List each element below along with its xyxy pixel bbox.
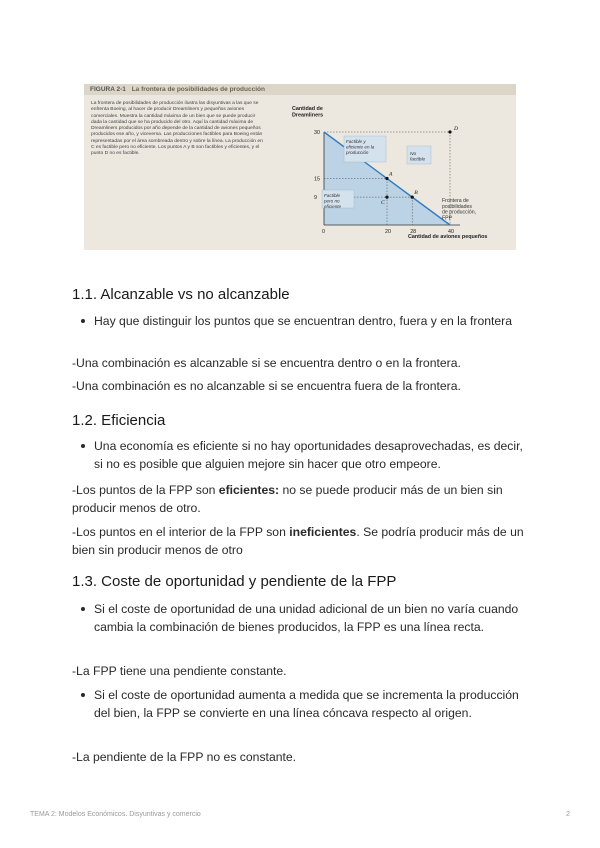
point-label-c: C — [381, 200, 385, 207]
bullet-item: Si el coste de oportunidad aumenta a medida que se incrementa la producción del bien, la FPP se convierte en una línea cóncava respecto al origen. — [94, 686, 534, 722]
paragraph: -La pendiente de la FPP no es constante. — [72, 750, 297, 764]
paragraph: -La FPP tiene una pendiente constante. — [72, 664, 287, 678]
x-axis-label: Cantidad de aviones pequeños — [408, 234, 488, 240]
y-tick-label: 15 — [314, 176, 320, 183]
section-heading-1-3: 1.3. Coste de oportunidad y pendiente de la FPP — [72, 573, 397, 590]
figure-number: FIGURA 2-1 — [90, 86, 126, 93]
bullet-item: Hay que distinguir los puntos que se encuentran dentro, fuera y en la frontera — [94, 312, 534, 330]
paragraph: -Una combinación es alcanzable si se encuentra dentro o en la frontera. — [72, 356, 461, 370]
bullet-item: Si el coste de oportunidad de una unidad adicional de un bien no varía cuando cambia la combinación de bienes producidos, la FPP es una línea recta. — [94, 600, 534, 636]
footer-title: TEMA 2: Modelos Económicos. Disyuntivas y comercio — [30, 811, 201, 818]
x-tick-label: 40 — [448, 229, 454, 235]
paragraph: -Una combinación es no alcanzable si se encuentra fuera de la frontera. — [72, 379, 461, 393]
y-tick-label: 9 — [314, 195, 317, 202]
point-c — [385, 196, 388, 199]
paragraph-ineficientes: -Los puntos en el interior de la FPP son ineficientes. Se podría producir más de un bien sin producir menos de otro — [72, 525, 524, 557]
point-d — [448, 130, 451, 133]
section-heading-1-2: 1.2. Eficiencia — [72, 412, 166, 429]
x-tick-label: 0 — [322, 229, 325, 235]
y-tick-label: 30 — [314, 130, 320, 136]
figure-caption: La frontera de posibilidades de producción ilustra las disyuntivas a las que se enfrenta Boeing, al hacer de producir Dreamliners y pequeños aviones comerciales. Muestra la cantidad máxima de un bien que se puede producir dada la cantidad que se ha producido del otro. Aquí la cantidad máxima de Dreamliners producidos por año depende de la cantidad de aviones pequeños producidos ese año, y viceversa. Las producciones factibles para Boeing están representadas por el área sombreada dentro y sobre la línea. La producción en C es factible pero no eficiente. Los puntos A y B son factibles y eficientes, y el punto D no es factible. — [91, 101, 263, 157]
point-label-b: B — [414, 190, 418, 197]
annotation-not-feasible: No factible — [410, 152, 426, 163]
figure-header — [84, 84, 516, 95]
x-tick-label: 20 — [385, 229, 391, 235]
ppf-chart — [280, 102, 512, 244]
figure-2-1 — [84, 84, 516, 250]
point-label-d: D — [454, 126, 459, 132]
point-label-a: A — [389, 171, 393, 178]
annotation-frontier: Frontera de posibilidades de producción, FPP — [442, 198, 477, 222]
paragraph-eficientes: -Los puntos de la FPP son eficientes: no se puede producir más de un bien sin producir menos de otro. — [72, 483, 503, 515]
bullet-item: Una economía es eficiente si no hay oportunidades desaprovechadas, es decir, si no es posible que alguien mejore sin hacer que otro empeore. — [94, 437, 534, 473]
annotation-feasible-efficient: Factible y eficiente en la producción — [346, 139, 375, 155]
x-tick-label: 28 — [410, 229, 417, 235]
page-number: 2 — [566, 811, 570, 818]
bold-eficientes: eficientes: — [218, 483, 280, 497]
figure-title: La frontera de posibilidades de producción — [131, 86, 265, 93]
section-heading-1-1: 1.1. Alcanzable vs no alcanzable — [72, 286, 290, 303]
annotation-feasible-not-efficient: Factible pero no eficiente — [324, 193, 342, 209]
y-axis-label: Cantidad de Dreamliners — [292, 106, 324, 119]
bold-ineficientes: ineficientes — [289, 525, 357, 539]
